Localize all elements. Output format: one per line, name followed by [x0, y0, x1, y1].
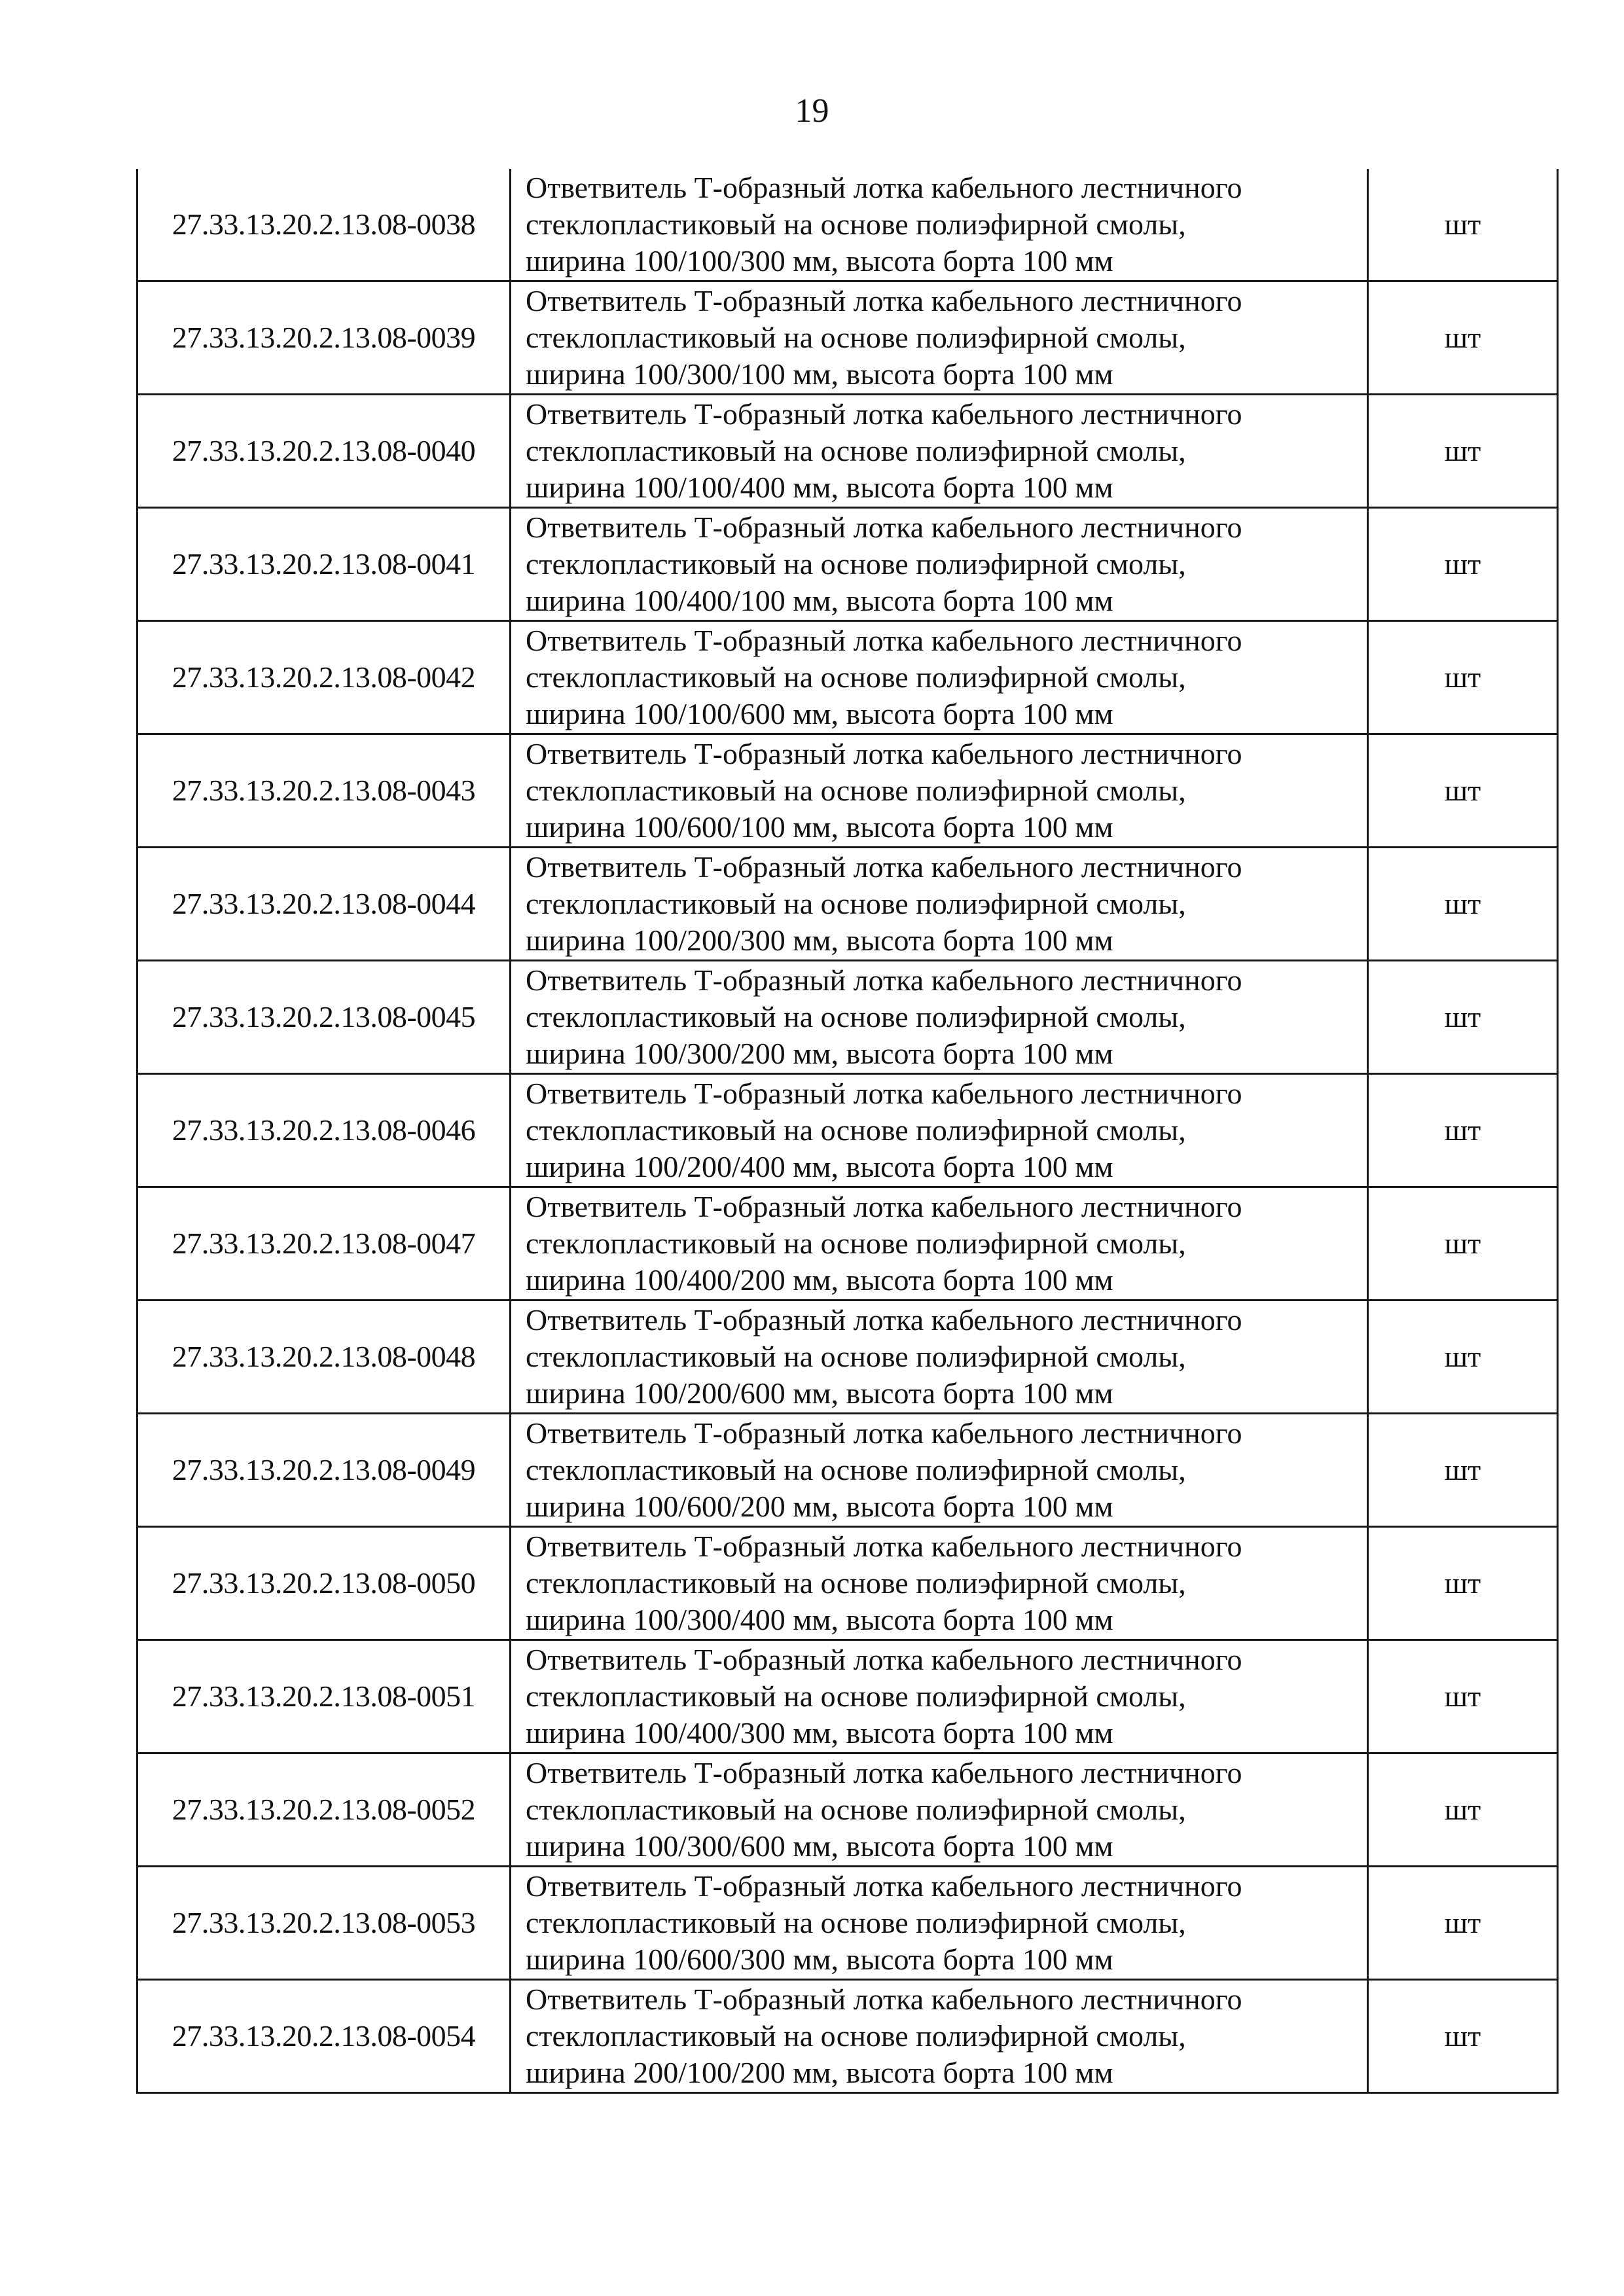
description-line-2: стеклопластиковый на основе полиэфирной смолы,	[526, 1906, 1186, 1939]
table-row	[137, 395, 1558, 508]
description-line-2: стеклопластиковый на основе полиэфирной смолы,	[526, 1227, 1186, 1260]
description-line-3: ширина 100/400/100 мм, высота борта 100 мм	[526, 584, 1113, 617]
row-description	[511, 1300, 1368, 1414]
table-row	[137, 281, 1558, 395]
description-line-2: стеклопластиковый на основе полиэфирной смолы,	[526, 1679, 1186, 1713]
description-line-3: ширина 100/600/100 мм, высота борта 100 мм	[526, 810, 1113, 844]
row-code: 27.33.13.20.2.13.08-0044	[137, 848, 511, 961]
row-code: 27.33.13.20.2.13.08-0042	[137, 621, 511, 734]
row-code: 27.33.13.20.2.13.08-0051	[137, 1640, 511, 1753]
row-description	[511, 1980, 1368, 2093]
table-row	[137, 1867, 1558, 1980]
description-line-1: Ответвитель Т-образный лотка кабельного лестничного	[526, 1982, 1242, 2016]
description-line-1: Ответвитель Т-образный лотка кабельного лестничного	[526, 1756, 1242, 1789]
description-line-3: ширина 100/600/300 мм, высота борта 100 мм	[526, 1943, 1113, 1976]
description-line-1: Ответвитель Т-образный лотка кабельного лестничного	[526, 963, 1242, 997]
row-code: 27.33.13.20.2.13.08-0048	[137, 1300, 511, 1414]
table-row	[137, 848, 1558, 961]
row-code: 27.33.13.20.2.13.08-0039	[137, 281, 511, 395]
description-line-3: ширина 100/200/600 мм, высота борта 100 мм	[526, 1376, 1113, 1410]
description-line-1: Ответвитель Т-образный лотка кабельного лестничного	[526, 1190, 1242, 1223]
row-code: 27.33.13.20.2.13.08-0046	[137, 1074, 511, 1187]
table-row	[137, 1527, 1558, 1640]
row-unit: шт	[1368, 1640, 1558, 1753]
row-code: 27.33.13.20.2.13.08-0045	[137, 961, 511, 1074]
resource-table	[136, 169, 1559, 2094]
description-line-3: ширина 200/100/200 мм, высота борта 100 мм	[526, 2056, 1113, 2089]
description-line-1: Ответвитель Т-образный лотка кабельного лестничного	[526, 850, 1242, 884]
row-description	[511, 734, 1368, 848]
row-unit: шт	[1368, 1414, 1558, 1527]
description-line-3: ширина 100/400/300 мм, высота борта 100 мм	[526, 1716, 1113, 1749]
description-line-1: Ответвитель Т-образный лотка кабельного лестничного	[526, 1869, 1242, 1903]
description-line-2: стеклопластиковый на основе полиэфирной смолы,	[526, 660, 1186, 694]
table-row	[137, 961, 1558, 1074]
description-line-1: Ответвитель Т-образный лотка кабельного лестничного	[526, 1530, 1242, 1563]
description-line-3: ширина 100/100/600 мм, высота борта 100 мм	[526, 697, 1113, 730]
resource-table-body	[137, 169, 1558, 2093]
row-description	[511, 1867, 1368, 1980]
row-code: 27.33.13.20.2.13.08-0049	[137, 1414, 511, 1527]
table-row	[137, 1980, 1558, 2093]
description-line-3: ширина 100/600/200 мм, высота борта 100 мм	[526, 1490, 1113, 1523]
description-line-1: Ответвитель Т-образный лотка кабельного лестничного	[526, 511, 1242, 544]
table-row	[137, 169, 1558, 281]
row-description	[511, 1414, 1368, 1527]
row-unit: шт	[1368, 848, 1558, 961]
row-code: 27.33.13.20.2.13.08-0050	[137, 1527, 511, 1640]
row-unit: шт	[1368, 1980, 1558, 2093]
row-code: 27.33.13.20.2.13.08-0041	[137, 508, 511, 621]
row-unit: шт	[1368, 1187, 1558, 1300]
description-line-2: стеклопластиковый на основе полиэфирной смолы,	[526, 1340, 1186, 1373]
description-line-2: стеклопластиковый на основе полиэфирной смолы,	[526, 207, 1186, 241]
table-row	[137, 1074, 1558, 1187]
table-row	[137, 1300, 1558, 1414]
description-line-2: стеклопластиковый на основе полиэфирной смолы,	[526, 321, 1186, 354]
description-line-3: ширина 100/200/400 мм, высота борта 100 мм	[526, 1150, 1113, 1183]
description-line-1: Ответвитель Т-образный лотка кабельного лестничного	[526, 1303, 1242, 1336]
description-line-2: стеклопластиковый на основе полиэфирной смолы,	[526, 547, 1186, 581]
row-description	[511, 1753, 1368, 1867]
description-line-3: ширина 100/300/200 мм, высота борта 100 мм	[526, 1037, 1113, 1070]
row-code: 27.33.13.20.2.13.08-0053	[137, 1867, 511, 1980]
row-unit: шт	[1368, 621, 1558, 734]
description-line-3: ширина 100/100/400 мм, высота борта 100 мм	[526, 471, 1113, 504]
row-unit: шт	[1368, 1074, 1558, 1187]
description-line-3: ширина 100/300/400 мм, высота борта 100 мм	[526, 1603, 1113, 1636]
row-code: 27.33.13.20.2.13.08-0047	[137, 1187, 511, 1300]
row-code: 27.33.13.20.2.13.08-0043	[137, 734, 511, 848]
row-code: 27.33.13.20.2.13.08-0052	[137, 1753, 511, 1867]
description-line-2: стеклопластиковый на основе полиэфирной смолы,	[526, 1000, 1186, 1033]
description-line-1: Ответвитель Т-образный лотка кабельного лестничного	[526, 171, 1242, 204]
row-unit: шт	[1368, 961, 1558, 1074]
row-description	[511, 1074, 1368, 1187]
description-line-3: ширина 100/400/200 мм, высота борта 100 мм	[526, 1263, 1113, 1297]
row-description	[511, 1527, 1368, 1640]
row-description	[511, 621, 1368, 734]
row-unit: шт	[1368, 508, 1558, 621]
row-unit: шт	[1368, 1867, 1558, 1980]
description-line-2: стеклопластиковый на основе полиэфирной смолы,	[526, 434, 1186, 467]
row-unit: шт	[1368, 281, 1558, 395]
row-description	[511, 848, 1368, 961]
table-row	[137, 621, 1558, 734]
description-line-2: стеклопластиковый на основе полиэфирной смолы,	[526, 1566, 1186, 1600]
description-line-2: стеклопластиковый на основе полиэфирной смолы,	[526, 2019, 1186, 2053]
row-description	[511, 281, 1368, 395]
description-line-1: Ответвитель Т-образный лотка кабельного лестничного	[526, 624, 1242, 657]
row-description	[511, 1640, 1368, 1753]
row-code: 27.33.13.20.2.13.08-0040	[137, 395, 511, 508]
description-line-1: Ответвитель Т-образный лотка кабельного лестничного	[526, 1416, 1242, 1450]
table-row	[137, 1414, 1558, 1527]
row-description	[511, 395, 1368, 508]
row-unit: шт	[1368, 395, 1558, 508]
description-line-3: ширина 100/300/100 мм, высота борта 100 мм	[526, 357, 1113, 391]
table-row	[137, 734, 1558, 848]
description-line-3: ширина 100/200/300 мм, высота борта 100 мм	[526, 924, 1113, 957]
description-line-1: Ответвитель Т-образный лотка кабельного лестничного	[526, 284, 1242, 317]
description-line-1: Ответвитель Т-образный лотка кабельного лестничного	[526, 397, 1242, 431]
table-row	[137, 1753, 1558, 1867]
page-number: 19	[795, 92, 829, 130]
row-unit: шт	[1368, 1527, 1558, 1640]
description-line-2: стеклопластиковый на основе полиэфирной смолы,	[526, 1793, 1186, 1826]
table-row	[137, 508, 1558, 621]
row-code: 27.33.13.20.2.13.08-0054	[137, 1980, 511, 2093]
description-line-2: стеклопластиковый на основе полиэфирной смолы,	[526, 1113, 1186, 1147]
row-description	[511, 508, 1368, 621]
row-code: 27.33.13.20.2.13.08-0038	[137, 169, 511, 281]
row-unit: шт	[1368, 1300, 1558, 1414]
description-line-1: Ответвитель Т-образный лотка кабельного лестничного	[526, 1643, 1242, 1676]
description-line-3: ширина 100/100/300 мм, высота борта 100 мм	[526, 244, 1113, 278]
row-unit: шт	[1368, 734, 1558, 848]
description-line-2: стеклопластиковый на основе полиэфирной смолы,	[526, 887, 1186, 920]
row-unit: шт	[1368, 1753, 1558, 1867]
row-description	[511, 169, 1368, 281]
table-row	[137, 1187, 1558, 1300]
description-line-1: Ответвитель Т-образный лотка кабельного лестничного	[526, 1077, 1242, 1110]
description-line-3: ширина 100/300/600 мм, высота борта 100 мм	[526, 1829, 1113, 1863]
description-line-2: стеклопластиковый на основе полиэфирной смолы,	[526, 774, 1186, 807]
description-line-2: стеклопластиковый на основе полиэфирной смолы,	[526, 1453, 1186, 1486]
row-description	[511, 1187, 1368, 1300]
row-description	[511, 961, 1368, 1074]
row-unit: шт	[1368, 169, 1558, 281]
description-line-1: Ответвитель Т-образный лотка кабельного лестничного	[526, 737, 1242, 770]
table-row	[137, 1640, 1558, 1753]
